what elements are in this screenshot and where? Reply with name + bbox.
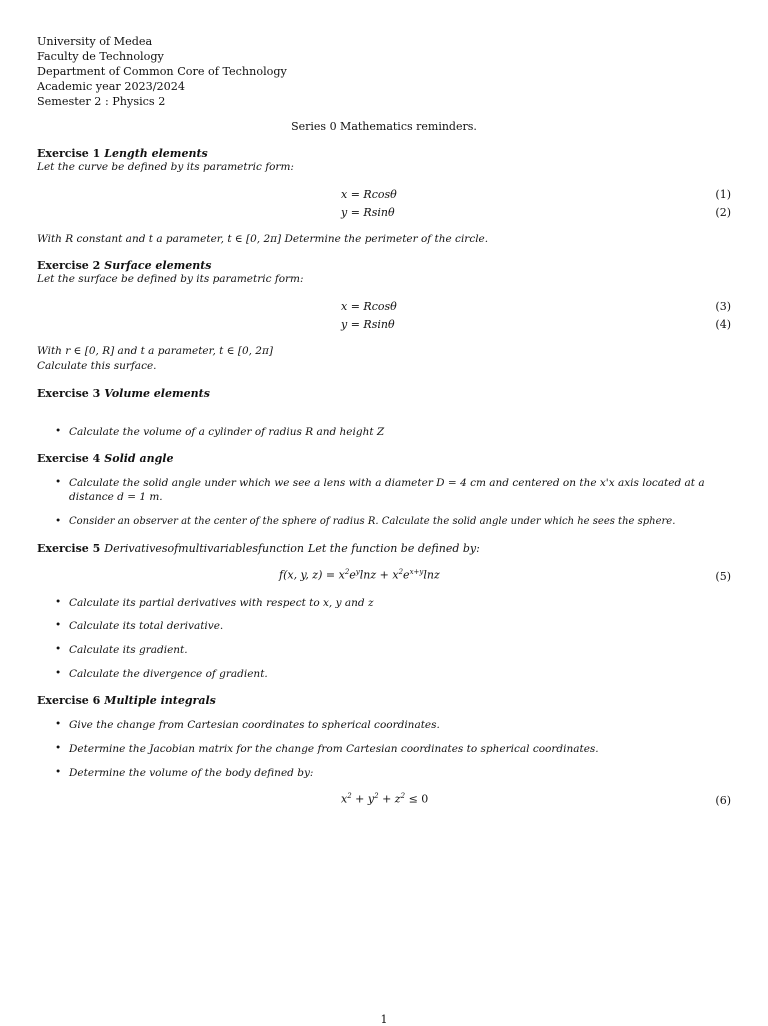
equation-6: $x^2 + y^2 + z^2 \le 0$ (341, 792, 429, 806)
bullet-icon: • (55, 643, 62, 655)
page-number: 1 (380, 1013, 388, 1026)
bullet-icon: • (55, 667, 62, 679)
exercise-5-tail: Let the function be defined by: (308, 542, 480, 555)
exercise-3-number: Exercise 3 (37, 387, 101, 400)
department-name: Department of Common Core of Technology (37, 65, 287, 78)
exercise-2-after-line-2: Calculate this surface. (37, 360, 157, 372)
exercise-5-bullet-1: • Calculate its partial derivatives with respect to x, y and z (55, 596, 374, 609)
equation-2-label: (2) (715, 206, 731, 219)
exercise-4-bullet-2: • Consider an observer at the center of the sphere of radius R. Calculate the solid angle under which he sees the sphere. (55, 515, 676, 527)
bullet-icon: • (55, 425, 62, 437)
exercise-4-title: Solid angle (104, 452, 174, 465)
exercise-6-number: Exercise 6 (37, 694, 101, 707)
bullet-icon: • (55, 742, 62, 754)
exercise-2-after-line-1: With r ∈ [0, R] and t a parameter, t ∈ [0, 2π] (37, 345, 273, 357)
exercise-5-bullet-3: • Calculate its gradient. (55, 643, 188, 656)
series-title: Series 0 Mathematics reminders. (291, 120, 477, 133)
exercise-1-title: Length elements (104, 147, 208, 160)
document-header (37, 34, 287, 109)
equation-5-label: (5) (715, 570, 731, 583)
exercise-1-intro: Let the curve be defined by its parametric form: (37, 161, 294, 173)
equation-5: f(x, y, $z) = x^2e^y\ln z + x^2e^{x+y}\ln z$ (279, 568, 440, 582)
bullet-icon: • (55, 718, 62, 730)
exercise-2-heading (37, 259, 212, 272)
exercise-5-bullet-2: • Calculate its total derivative. (55, 619, 224, 632)
exercise-6-bullet-2: • Determine the Jacobian matrix for the change from Cartesian coordinates to spherical coordinates. (55, 742, 599, 755)
exercise-3-heading (37, 387, 210, 400)
equation-4-label: (4) (715, 318, 731, 331)
equation-5-lhs: f(x, y, z) = x (279, 568, 345, 582)
exercise-1-heading (37, 147, 208, 160)
equation-3-label: (3) (715, 300, 731, 313)
bullet-icon: • (55, 515, 62, 527)
bullet-icon: • (55, 766, 62, 778)
exercise-6-bullet-3: • Determine the volume of the body defined by: (55, 766, 314, 779)
exercise-4-number: Exercise 4 (37, 452, 101, 465)
equation-6-label: (6) (715, 794, 731, 807)
exercise-6-title: Multiple integrals (104, 694, 216, 707)
exercise-4-bullet-1: • Calculate the solid angle under which we see a lens with a diameter D = 4 cm and centered on the x'x axis located at a distance d = 1 m. (55, 476, 705, 503)
bullet-icon: • (55, 619, 62, 631)
exercise-2-intro: Let the surface be defined by its parametric form: (37, 273, 304, 285)
exercise-6-bullet-1: • Give the change from Cartesian coordinates to spherical coordinates. (55, 718, 440, 731)
equation-2: y = Rsinθ (341, 206, 395, 219)
bullet-icon: • (55, 596, 62, 608)
exercise-4-heading (37, 452, 173, 465)
exercise-3-title: Volume elements (104, 387, 210, 400)
exercise-1-after: With R constant and t a parameter, t ∈ [0, 2π] Determine the perimeter of the circle. (37, 233, 489, 245)
exercise-1-number: Exercise 1 (37, 147, 101, 160)
equation-1: x = Rcosθ (341, 188, 397, 201)
academic-year: Academic year 2023/2024 (37, 80, 186, 93)
exercise-5-number: Exercise 5 (37, 542, 101, 555)
faculty-name: Faculty de Technology (37, 50, 164, 63)
exercise-2-title: Surface elements (104, 259, 212, 272)
exercise-6-heading (37, 694, 216, 707)
equation-1-label: (1) (715, 188, 731, 201)
exercise-5-bullet-4: • Calculate the divergence of gradient. (55, 667, 268, 680)
bullet-icon: • (55, 476, 62, 488)
exercise-5-heading (37, 542, 480, 555)
semester: Semester 2 : Physics 2 (37, 95, 166, 108)
exercise-2-number: Exercise 2 (37, 259, 101, 272)
equation-3: x = Rcosθ (341, 300, 397, 313)
equation-4: y = Rsinθ (341, 318, 395, 331)
exercise-3-bullet-1: • Calculate the volume of a cylinder of radius R and height Z (55, 425, 385, 438)
university-name: University of Medea (37, 35, 153, 48)
exercise-5-title: Derivativesofmultivariablesfunction (104, 542, 305, 555)
